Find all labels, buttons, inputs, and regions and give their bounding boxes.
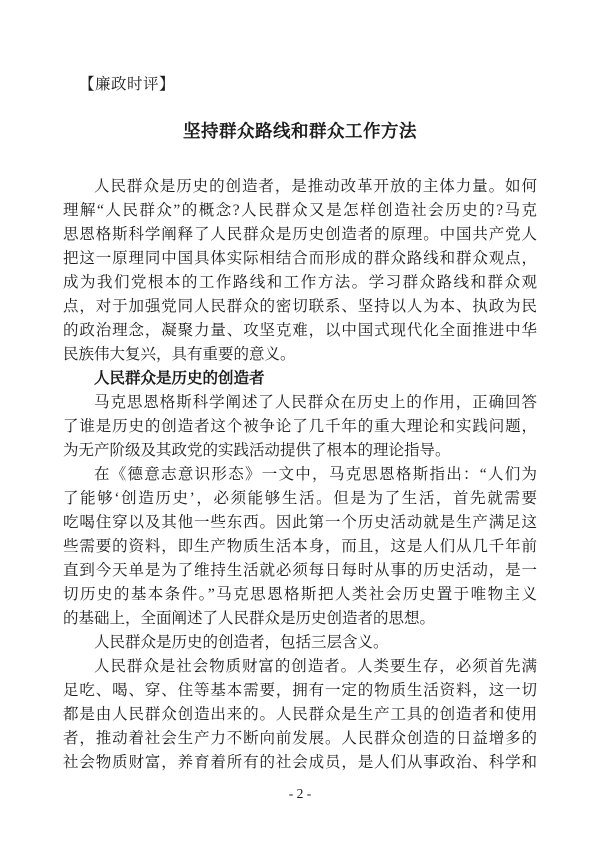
footer-page-number: - 2 - (288, 786, 312, 801)
body-line: 社会物质财富，养育着所有的社会成员，是人们从事政治、科学和 (63, 754, 537, 771)
header-label: 【廉政时评】 (79, 76, 176, 93)
body-line: 者，推动着社会生产力不断向前发展。人民群众创造的日益增多的 (63, 730, 537, 747)
body-line: 人民群众是历史的创造者，包括三层含义。 (94, 634, 389, 651)
body-line: 成为我们党根本的工作路线和工作方法。学习群众路线和群众观 (63, 274, 537, 291)
body-line: 了能够‘创造历史’，必须能够生活。但是为了生活，首先就需要 (63, 490, 537, 507)
body-line: 思恩格斯科学阐释了人民群众是历史创造者的原理。中国共产党人 (63, 226, 537, 243)
body-line: 点，对于加强党同人民群众的密切联系、坚持以人为本、执政为民 (63, 298, 537, 315)
document-content (63, 0, 537, 775)
body-line: 些需要的资料，即生产物质生活本身，而且，这是人们从几千年前 (63, 538, 537, 555)
body-line: 为无产阶级及其政党的实践活动提供了根本的理论指导。 (63, 442, 451, 459)
body-line: 了谁是历史的创造者这个被争论了几千年的重大理论和实践问题， (63, 418, 537, 435)
body-line: 理解“人民群众”的概念?人民群众又是怎样创造社会历史的?马克 (63, 202, 537, 219)
body-line: 马克思恩格斯科学阐述了人民群众在历史上的作用，正确回答 (94, 394, 537, 411)
body-line: 的政治理念，凝聚力量、攻坚克难，以中国式现代化全面推进中华 (63, 322, 537, 339)
body-line: 人民群众是社会物质财富的创造者。人类要生存，必须首先满 (94, 658, 537, 675)
body-line: 在《德意志意识形态》一文中，马克思恩格斯指出：“人们为 (94, 466, 537, 483)
body-line: 人民群众是历史的创造者，是推动改革开放的主体力量。如何 (94, 178, 537, 195)
section-heading: 人民群众是历史的创造者 (94, 370, 265, 387)
body-line: 都是由人民群众创造出来的。人民群众是生产工具的创造者和使用 (63, 706, 537, 723)
body-line: 足吃、喝、穿、住等基本需要，拥有一定的物质生活资料，这一切 (63, 682, 537, 699)
body-line: 吃喝住穿以及其他一些东西。因此第一个历史活动就是生产满足这 (63, 514, 537, 531)
page-title: 坚持群众路线和群众工作方法 (183, 121, 417, 141)
document-body (63, 175, 537, 775)
body-line: 民族伟大复兴，具有重要的意义。 (63, 346, 296, 363)
body-line: 的基础上，全面阐述了人民群众是历史创造者的思想。 (63, 610, 436, 627)
body-line: 直到今天单是为了维持生活就必须每日每时从事的历史活动，是一 (63, 562, 537, 579)
body-line: 把这一原理同中国具体实际相结合而形成的群众路线和群众观点， (63, 250, 537, 267)
body-line: 切历史的基本条件。”马克思恩格斯把人类社会历史置于唯物主义 (63, 586, 537, 603)
